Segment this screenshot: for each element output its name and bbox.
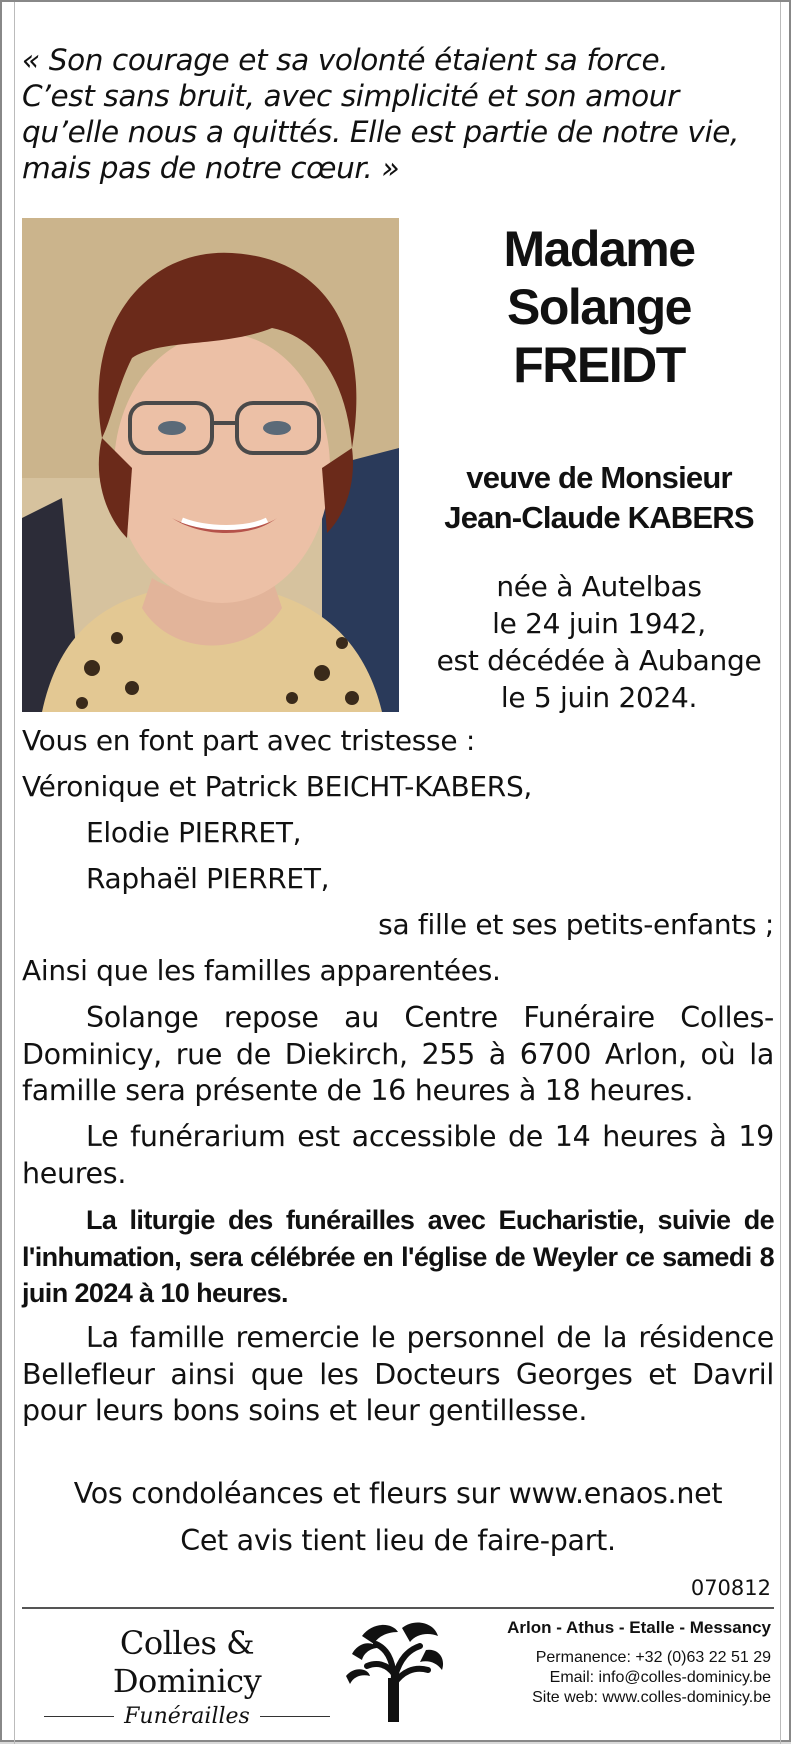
family-others: Ainsi que les familles apparentées. [22,954,501,987]
widow-of [412,458,786,538]
subtitle-rule-left [44,1716,114,1717]
footer-divider [22,1607,774,1609]
birth-death-dates [412,568,786,716]
name-last: FREIDT [513,337,685,393]
quote-line: mais pas de notre cœur. » [22,151,400,185]
date-line: le 24 juin 1942, [492,607,706,640]
family-member: Véronique et Patrick BEICHT-KABERS, [22,770,533,803]
family-member: Raphaël PIERRET, [86,862,330,895]
subtitle-rule-right [260,1716,330,1717]
portrait-illustration [22,218,399,712]
brand-subtitle-text: Funérailles [124,1704,250,1729]
tree-icon [342,1614,450,1722]
deceased-name [412,220,786,394]
date-line: est décédée à Aubange [436,644,762,677]
family-intro: Vous en font part avec tristesse : [22,724,476,757]
quote-line: « Son courage et sa volonté étaient sa force. [22,43,669,77]
name-first: Solange [507,279,691,335]
opening-quote [22,42,762,186]
reference-number: 070812 [690,1576,771,1600]
name-title: Madame [503,221,695,277]
thanks-paragraph: La famille remercie le personnel de la résidence Bellefleur ainsi que les Docteurs Georges et Davril pour leurs bons soins et leur gentillesse. [22,1321,774,1427]
funerarium-paragraph: Le funérarium est accessible de 14 heures à 19 heures. [22,1120,774,1190]
widow-line: veuve de Monsieur [466,460,732,495]
portrait-photo [22,218,399,712]
quote-line: C’est sans bruit, avec simplicité et son amour [22,79,679,113]
repose-paragraph: Solange repose au Centre Funéraire Colles-Dominicy, rue de Diekirch, 255 à 6700 Arlon, où la famille sera présente de 16 heures à 18 heures. [22,1001,774,1107]
liturgy-paragraph: La liturgie des funérailles avec Eucharistie, suivie de l'inhumation, sera célébrée en l'église de Weyler ce samedi 8 juin 2024 à 10 heures. [22,1205,774,1308]
family-relation: sa fille et ses petits-enfants ; [378,908,774,941]
family-member: Elodie PIERRET, [86,816,302,849]
funeral-home-logo [42,1624,332,1729]
email-line: Email: info@colles-dominicy.be [549,1669,771,1686]
brand-name: Colles & Dominicy [112,1624,262,1700]
quote-line: qu’elle nous a quittés. Elle est partie de notre vie, [22,115,739,149]
date-line: le 5 juin 2024. [500,681,698,714]
notice-line: Cet avis tient lieu de faire-part. [180,1524,616,1557]
widow-line: Jean-Claude KABERS [444,500,754,535]
website-line: Site web: www.colles-dominicy.be [532,1689,771,1706]
contact-info [471,1618,771,1708]
phone-line: Permanence: +32 (0)63 22 51 29 [535,1649,771,1666]
branch-cities: Arlon - Athus - Etalle - Messancy [507,1618,771,1637]
condolences-line: Vos condoléances et fleurs sur www.enaos.net [73,1477,723,1510]
brand-subtitle [42,1704,332,1729]
date-line: née à Autelbas [496,570,702,603]
